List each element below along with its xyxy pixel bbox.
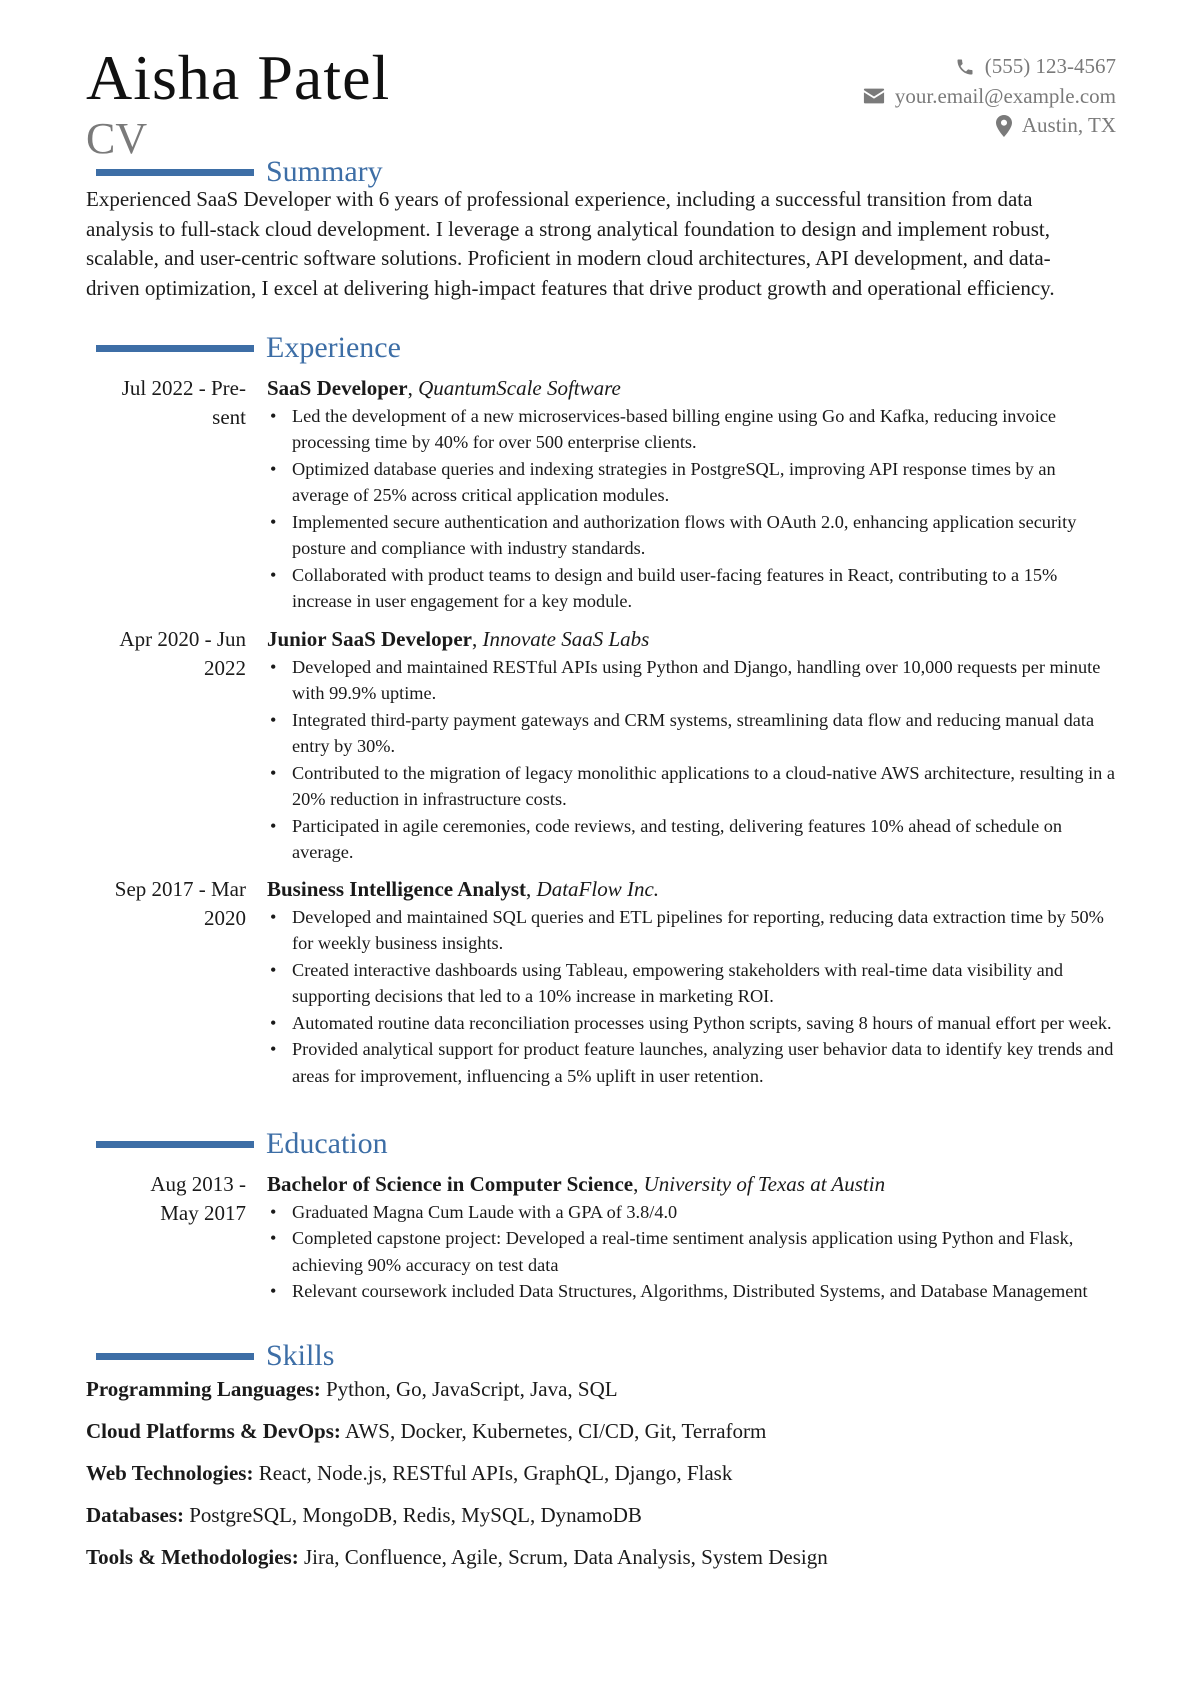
bullet-item: • Implemented secure authentication and authorization flows with OAuth 2.0, enhancing application security posture and compliance with industry standards.: [267, 509, 1116, 562]
bullet-item: • Participated in agile ceremonies, code reviews, and testing, delivering features 10% ahead of schedule on average.: [267, 813, 1116, 866]
candidate-name: Aisha Patel: [86, 42, 391, 113]
bullet-list: [267, 1199, 1116, 1305]
section-title-experience: Experience: [266, 331, 401, 364]
bullet-item: • Developed and maintained SQL queries and ETL pipelines for reporting, reducing data extraction time by 50% for weekly business insights.: [267, 904, 1116, 957]
skill-items: AWS, Docker, Kubernetes, CI/CD, Git, Terraform: [345, 1419, 767, 1443]
skill-row: [86, 1536, 1116, 1578]
contact-block: [863, 52, 1116, 141]
bullet-item: • Integrated third-party payment gateways and CRM systems, streamlining data flow and reducing manual data entry by 30%.: [267, 707, 1116, 760]
entry-heading: Junior SaaS Developer, Innovate SaaS Labs: [267, 627, 650, 651]
entry-heading: SaaS Developer, QuantumScale Software: [267, 376, 621, 400]
contact-email[interactable]: [863, 82, 1116, 112]
skill-category: Tools & Methodologies:: [86, 1545, 299, 1569]
contact-location: [863, 111, 1116, 141]
company-name: Innovate SaaS Labs: [482, 627, 650, 651]
skill-items: Python, Go, JavaScript, Java, SQL: [325, 1377, 618, 1401]
bullet-item: • Relevant coursework included Data Structures, Algorithms, Distributed Systems, and Database Management: [267, 1278, 1116, 1305]
bullet-item: • Provided analytical support for product feature launches, analyzing user behavior data to identify key trends and areas for improvement, influencing a 5% uplift in user retention.: [267, 1036, 1116, 1089]
section-title-education: Education: [266, 1127, 388, 1160]
bullet-list: [267, 654, 1116, 866]
phone-text: (555) 123-4567: [984, 54, 1116, 78]
entry-date: [86, 625, 246, 682]
entry-date: [86, 875, 246, 932]
skills-list: [86, 1368, 1116, 1578]
skill-category: Cloud Platforms & DevOps:: [86, 1419, 341, 1443]
phone-icon: [955, 57, 975, 77]
skill-items: PostgreSQL, MongoDB, Redis, MySQL, DynamoDB: [189, 1503, 642, 1527]
map-pin-icon: [996, 115, 1012, 137]
date-line: Aug 2013 -: [150, 1172, 246, 1196]
entry-date: [86, 374, 246, 431]
date-line: May 2017: [160, 1200, 246, 1225]
institution-name: University of Texas at Austin: [643, 1172, 886, 1196]
document-subtitle: CV: [86, 114, 148, 163]
company-name: QuantumScale Software: [418, 376, 621, 400]
date-line: Jul 2022 - Pre-: [121, 376, 246, 400]
contact-phone[interactable]: [863, 52, 1116, 82]
section-title-summary: Summary: [266, 155, 383, 188]
entry-date: [86, 1170, 246, 1227]
bullet-item: • Contributed to the migration of legacy monolithic applications to a cloud-native AWS architecture, resulting in a 20% reduction in infrastructure costs.: [267, 760, 1116, 813]
bullet-item: • Developed and maintained RESTful APIs using Python and Django, handling over 10,000 requests per minute with 99.9% uptime.: [267, 654, 1116, 707]
entry-body: [267, 374, 1116, 615]
section-title-skills: Skills: [266, 1339, 335, 1372]
bullet-list: [267, 403, 1116, 615]
skill-row: [86, 1494, 1116, 1536]
section-rule: [96, 345, 254, 352]
section-rule: [96, 1353, 254, 1360]
location-text: Austin, TX: [1021, 113, 1116, 137]
bullet-item: • Led the development of a new microservices-based billing engine using Go and Kafka, reducing invoice processing time by 40% for over 500 enterprise clients.: [267, 403, 1116, 456]
section-rule: [96, 169, 254, 176]
skill-category: Databases:: [86, 1503, 184, 1527]
entry-body: [267, 1170, 1116, 1305]
bullet-item: • Collaborated with product teams to design and build user-facing features in React, contributing to a 15% increase in user engagement for a key module.: [267, 562, 1116, 615]
degree-title: Bachelor of Science in Computer Science: [267, 1172, 634, 1196]
job-title: Junior SaaS Developer: [267, 627, 472, 651]
skill-category: Web Technologies:: [86, 1461, 254, 1485]
bullet-item: • Created interactive dashboards using Tableau, empowering stakeholders with real-time data visibility and supporting decisions that led to a 10% increase in marketing ROI.: [267, 957, 1116, 1010]
skill-row: [86, 1452, 1116, 1494]
entry-body: [267, 625, 1116, 866]
company-name: DataFlow Inc.: [536, 877, 660, 901]
summary-text: Experienced SaaS Developer with 6 years of professional experience, including a successful transition from data analysis to full-stack cloud development. I leverage a strong analytical foundation to design and implement robust, scalable, and user-centric software solutions. Proficient in modern cloud architectures, API development, and data-driven optimization, I excel at delivering high-impact features that drive product growth and operational efficiency.: [86, 187, 1055, 300]
bullet-item: • Optimized database queries and indexing strategies in PostgreSQL, improving API response times by an average of 25% across critical application modules.: [267, 456, 1116, 509]
section-rule: [96, 1141, 254, 1148]
date-line: sent: [212, 404, 246, 429]
resume-header: [86, 40, 1116, 165]
skill-items: Jira, Confluence, Agile, Scrum, Data Analysis, System Design: [303, 1545, 828, 1569]
entry-heading: Business Intelligence Analyst, DataFlow Inc.: [267, 877, 660, 901]
bullet-list: [267, 904, 1116, 1090]
envelope-icon: [863, 87, 885, 105]
date-line: Sep 2017 - Mar: [114, 877, 246, 901]
skill-items: React, Node.js, RESTful APIs, GraphQL, Django, Flask: [258, 1461, 733, 1485]
date-line: Apr 2020 - Jun: [119, 627, 246, 651]
skill-row: [86, 1368, 1116, 1410]
skill-category: Programming Languages:: [86, 1377, 321, 1401]
job-title: Business Intelligence Analyst: [267, 877, 527, 901]
entry-body: [267, 875, 1116, 1089]
date-line: 2022: [204, 655, 246, 680]
email-text: your.email@example.com: [894, 83, 1116, 108]
skill-row: [86, 1410, 1116, 1452]
entry-heading: Bachelor of Science in Computer Science, University of Texas at Austin: [267, 1172, 886, 1196]
bullet-item: • Completed capstone project: Developed a real-time sentiment analysis application using Python and Flask, achieving 90% accuracy on test data: [267, 1225, 1116, 1278]
date-line: 2020: [204, 905, 246, 930]
job-title: SaaS Developer: [267, 376, 408, 400]
bullet-item: • Automated routine data reconciliation processes using Python scripts, saving 8 hours of manual effort per week.: [267, 1010, 1116, 1037]
bullet-item: • Graduated Magna Cum Laude with a GPA of 3.8/4.0: [267, 1199, 1116, 1226]
